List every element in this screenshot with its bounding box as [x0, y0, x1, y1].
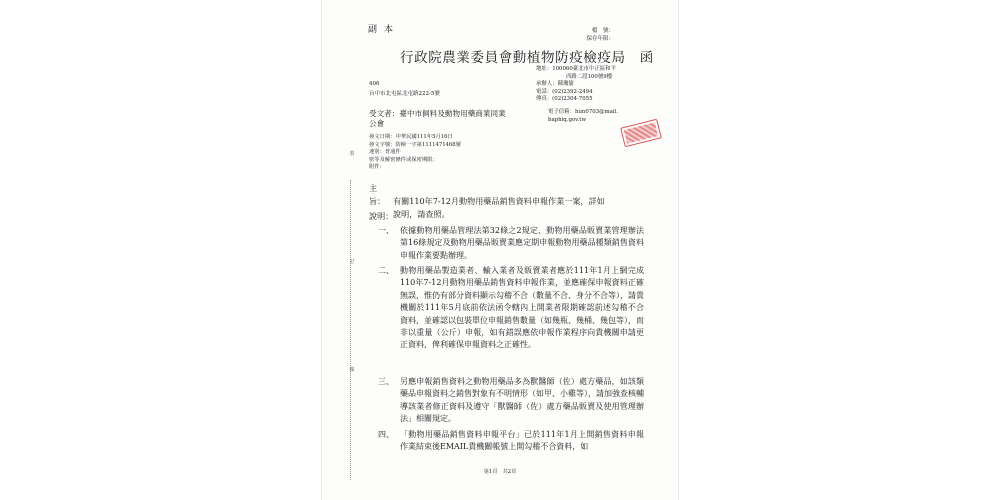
attachment: 附件：: [369, 164, 385, 171]
item-number: 三、: [378, 377, 394, 386]
issue-date: 發文日期：中華民國111年5月16日: [369, 134, 453, 140]
item-text: 「動物用藥品銷售資料申報平台」已於111年1月上開銷售資料申報作業結束後EMAIL貴機關帳號上開勾稽不合資料，如: [400, 430, 644, 452]
retention-label: 保存年限：: [586, 36, 614, 42]
explanation-item-4: [378, 429, 644, 454]
explanation-item-3: [378, 376, 644, 426]
issue-number: 發文字號：防檢一字第1111471468號: [369, 141, 461, 148]
copy-label: 副本: [368, 25, 401, 35]
contact-block: [536, 66, 666, 104]
email-block: [548, 108, 618, 124]
binding-mark-1: 裝: [349, 151, 355, 157]
explanation-label: 說明：: [369, 211, 394, 221]
explanation-item-2: [378, 265, 644, 352]
subject-block: [369, 182, 641, 221]
document-page: [322, 0, 678, 500]
email-line1: hun0703@mail.: [574, 109, 618, 115]
recipient-name-line2: 公會: [369, 119, 385, 128]
agency-title: 行政院農業委員會動植物防疫檢疫局 函: [400, 50, 654, 66]
binding-mark-2: 訂: [349, 259, 355, 265]
address-label: 地址：: [536, 66, 553, 72]
item-number: 一、: [378, 226, 394, 235]
item-number: 二、: [378, 266, 394, 275]
file-number-label: 檔 號：: [591, 28, 614, 34]
email-label: 電子信箱：: [548, 109, 575, 115]
recipient-block: [369, 109, 569, 129]
binding-mark-3: 線: [349, 367, 355, 373]
page-footer: 第1頁 共2頁: [483, 469, 517, 475]
recipient-zip: 406: [369, 81, 380, 87]
fax: 傳真：(02)2304-7055: [536, 96, 593, 103]
binding-line: [350, 180, 352, 480]
delivery-speed: 速別：普通件: [369, 149, 401, 156]
email-line2: baphiq.gov.tw: [548, 117, 587, 123]
address-line1: 100060臺北市中正區和平: [552, 66, 616, 72]
subject-label: 主旨：: [369, 183, 386, 206]
recipient-name-line1: 臺中市飼料及動物用藥商業同業: [399, 109, 506, 118]
subject-line2: 說明，請查照。: [393, 209, 450, 219]
explanation-item-1: [378, 225, 644, 262]
item-text: 另應申報銷售資料之動物用藥品多為獸醫師（佐）處方藥品，如該類藥品申報資料之銷售對象有不明情形（如甲、小雞等），請加強查核輔導該業者修正資料及遵守「獸醫師（佐）處方藥品販賣及使用管理辦法」相關規定。: [400, 377, 644, 424]
recipient-address: 台中市北屯區北屯路222-5號: [369, 91, 440, 97]
phone: 電話：(02)2392-2494: [536, 88, 593, 95]
subject-line1: 有關110年7-12月動物用藥品銷售資料申報作業一案，詳如: [393, 196, 605, 206]
confidentiality: 密等及解密條件或保密期限：: [369, 156, 438, 163]
red-seal-stamp: [620, 119, 662, 148]
address-line2: 西路二段100號9樓: [566, 73, 613, 80]
recipient-label: 受文者：: [369, 109, 400, 118]
item-text: 動物用藥品製造業者、輸入業者及販賣業者應於111年1月上網完成110年7-12月動物用藥品銷售資料申報作業，並應確保申報資料正確無誤，惟仍有部分資料顯示勾稽不合（數量不合、身分不合等），請貴機關於111年5月底前依法函令轄內上開業者限期確認前述勾稽不合資料，並確認以包裝單位申報銷售數量（如幾瓶、幾桶、幾包等），而非以重量（公斤）申報，如有錯誤應依申報作業程序向貴機關申請更正資料，俾利確保申報資料之正確性。: [400, 266, 644, 350]
document-fields: [369, 134, 461, 172]
item-number: 四、: [378, 430, 394, 439]
handler: 承辦人：陳瓊偷: [536, 81, 574, 88]
item-text: 依據動物用藥品管理法第32條之2規定、動物用藥品販賣業管理辦法第16條規定及動物用藥品販賣業應定期申報動物用藥品種類銷售資料申報作業要點辦理。: [400, 226, 644, 260]
